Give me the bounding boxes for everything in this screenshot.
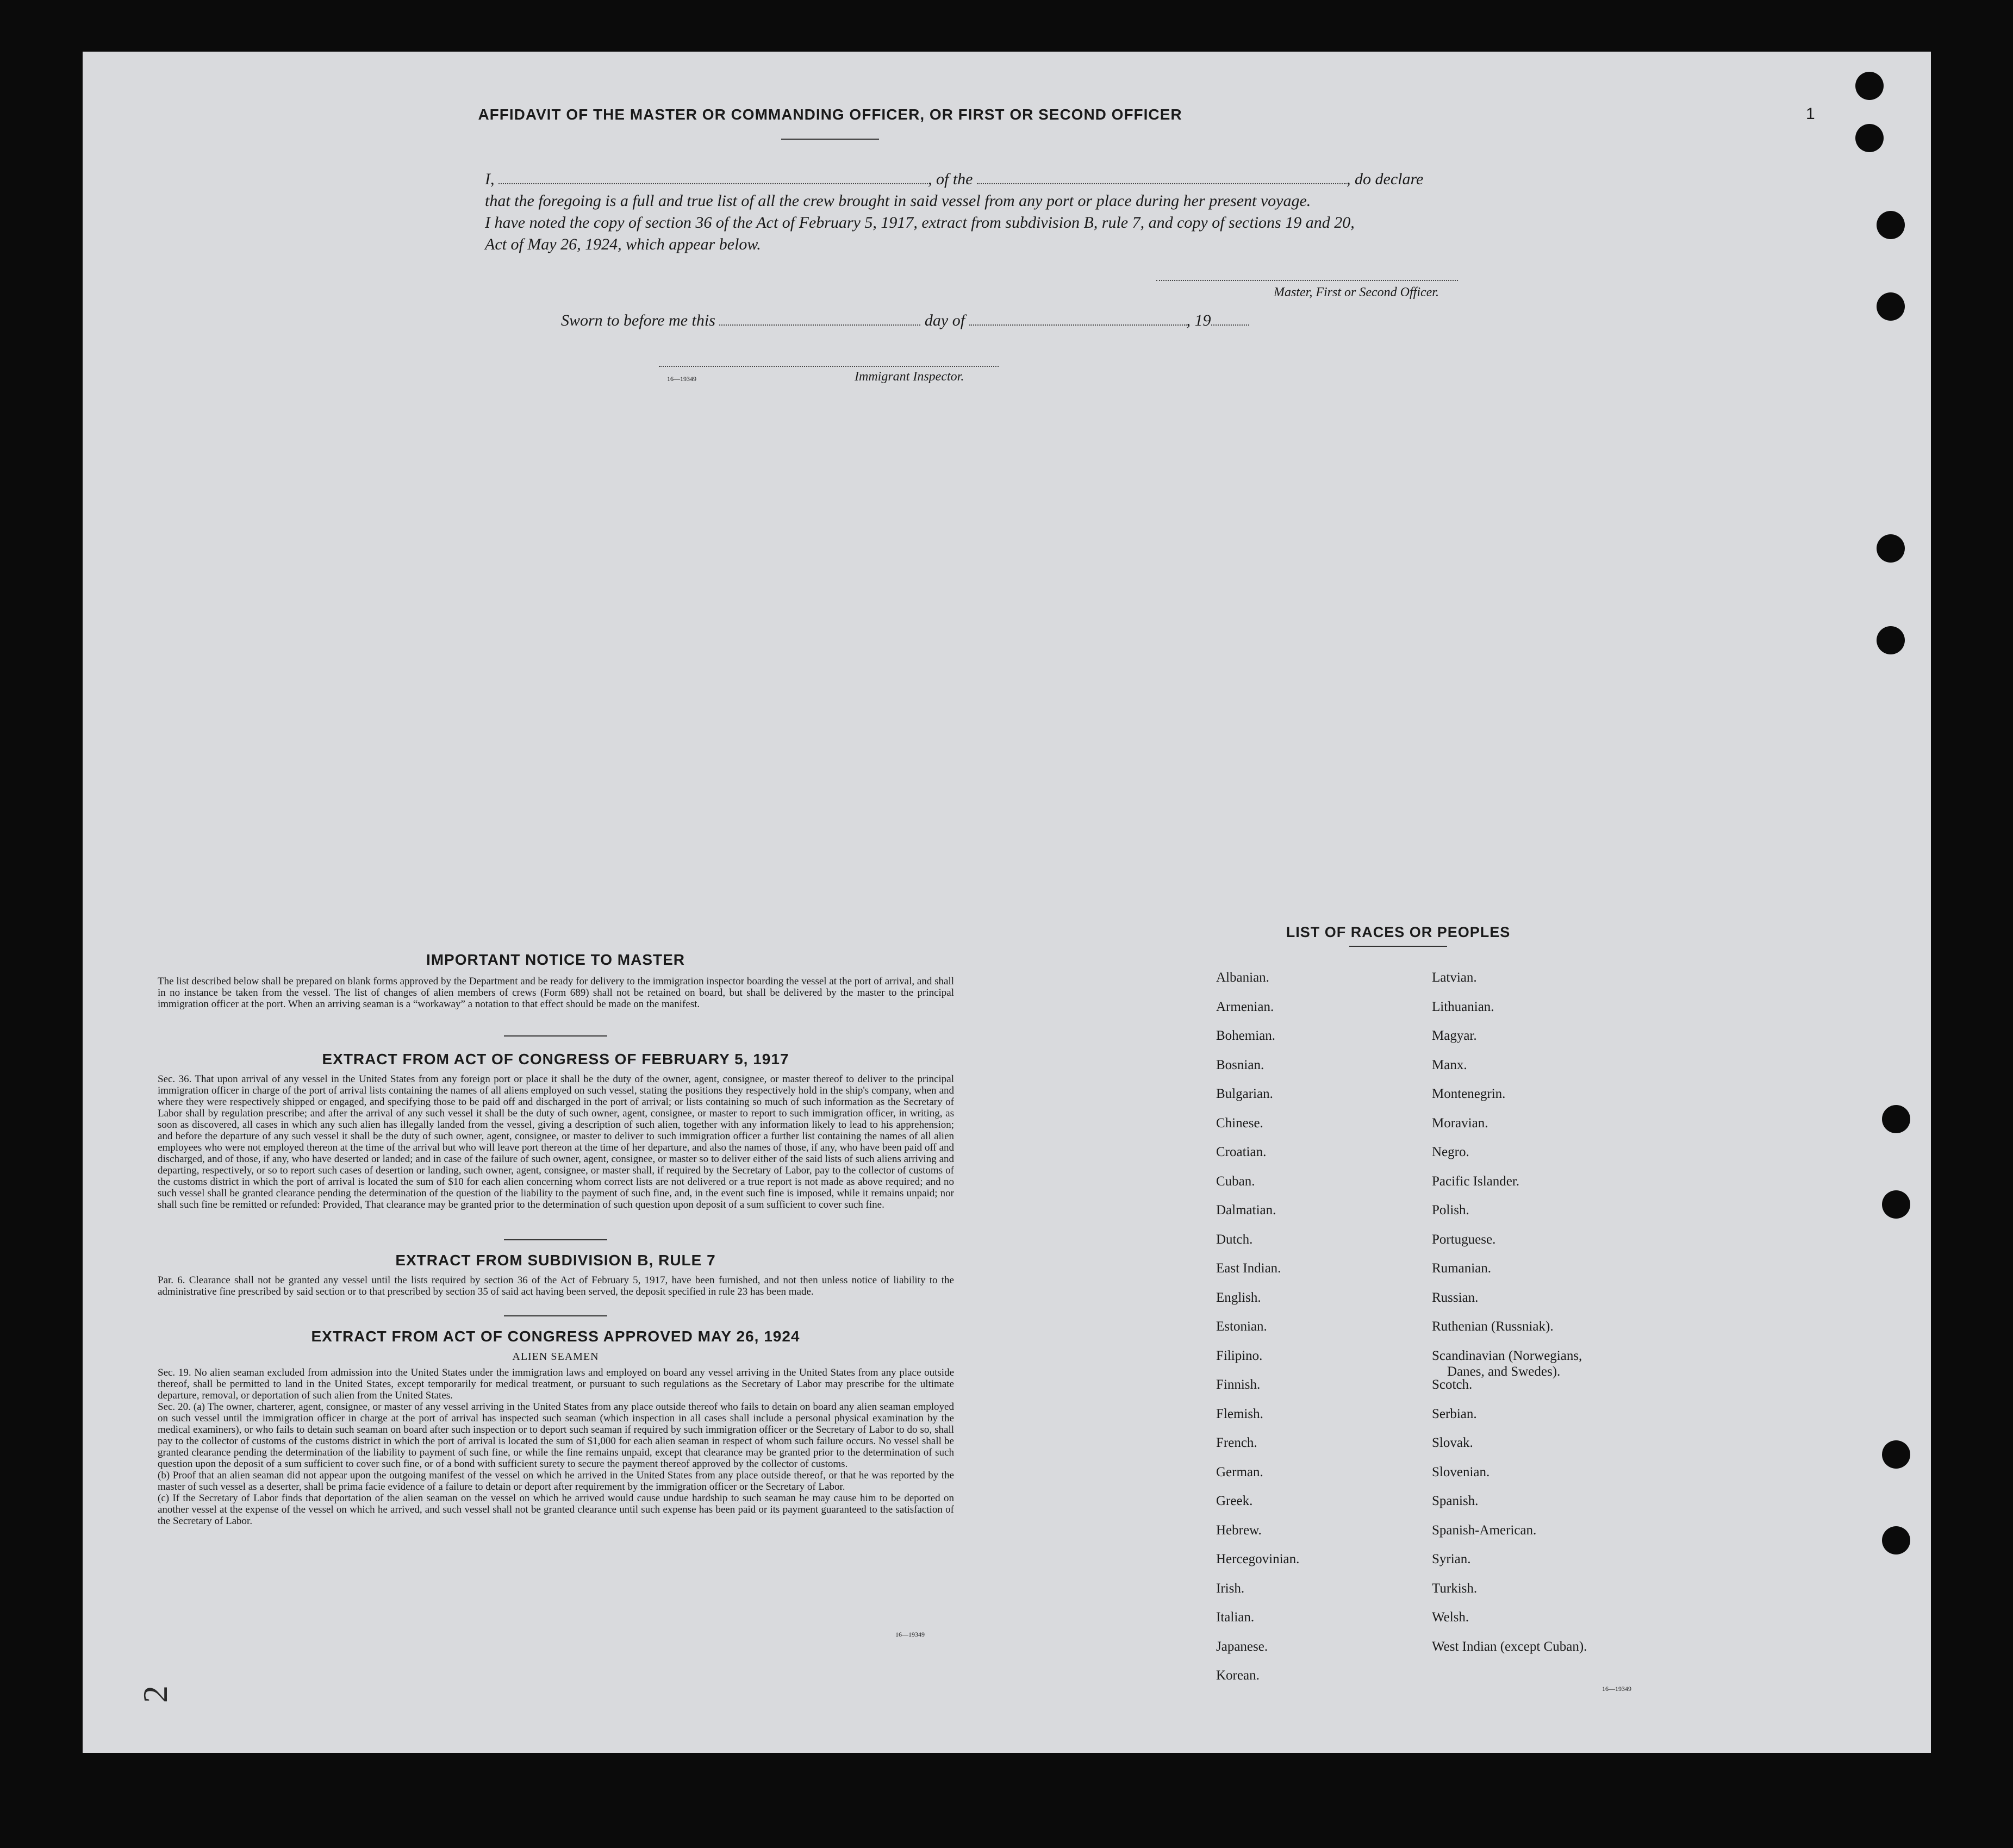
race-item: Flemish.	[1216, 1406, 1263, 1421]
race-item: Polish.	[1432, 1203, 1469, 1218]
race-item: Greek.	[1216, 1494, 1253, 1508]
race-item: Ruthenian (Russniak).	[1432, 1319, 1554, 1334]
race-item: English.	[1216, 1290, 1261, 1305]
punch-hole	[1882, 1526, 1910, 1554]
race-item: Slovenian.	[1432, 1464, 1490, 1479]
sworn-year-blank	[1211, 319, 1249, 326]
race-item: Manx.	[1432, 1057, 1467, 1072]
handwritten-page-mark: 2	[136, 1685, 174, 1703]
race-item: Croatian.	[1216, 1145, 1267, 1159]
race-item: Cuban.	[1216, 1173, 1255, 1189]
race-item: Spanish.	[1432, 1494, 1479, 1508]
race-item: Scotch.	[1432, 1377, 1473, 1392]
title-divider	[781, 139, 879, 140]
race-item: German.	[1216, 1464, 1263, 1479]
race-item: Armenian.	[1216, 999, 1274, 1014]
race-item: Albanian.	[1216, 970, 1269, 985]
race-item: Finnish.	[1216, 1377, 1261, 1392]
section-20c: (c) If the Secretary of Labor finds that deportation of the alien seaman on the vessel on which he arrived would cause undue hardship to such seaman he may cause him to be deported on another vessel at the expense of the vessel on which he arrived, and such vessel shall not be granted clearance until such expense has been paid or its payment guaranteed to the satisfaction of the Secretary of Labor.	[158, 1493, 954, 1527]
race-item: Spanish-American.	[1432, 1522, 1537, 1538]
race-item: Lithuanian.	[1432, 999, 1494, 1014]
race-item: West Indian (except Cuban).	[1432, 1639, 1587, 1654]
race-item: Turkish.	[1432, 1581, 1478, 1596]
sworn-line	[561, 311, 1249, 330]
races-title: LIST OF RACES OR PEOPLES	[1286, 924, 1511, 940]
inspector-label: Immigrant Inspector.	[855, 370, 964, 384]
race-item: Bohemian.	[1216, 1028, 1276, 1043]
race-item: Hercegovinian.	[1216, 1552, 1300, 1566]
races-divider	[1349, 946, 1447, 947]
race-item: Welsh.	[1432, 1610, 1469, 1625]
race-item: Rumanian.	[1432, 1261, 1492, 1276]
inspector-signature-line	[659, 366, 999, 367]
race-item: Irish.	[1216, 1581, 1245, 1596]
race-item: Filipino.	[1216, 1348, 1263, 1363]
punch-hole	[1882, 1190, 1910, 1219]
document-sheet	[83, 52, 1931, 1753]
sworn-year: , 19	[1186, 311, 1211, 329]
section-20b: (b) Proof that an alien seaman did not appear upon the outgoing manifest of the vessel on which he arrived in the United States from any place outside thereof, or that he was reported by the master of such vessel as a deserter, shall be prima facie evidence of a failure to detain or deport after requirement by the immigration officer or the Secretary of Labor.	[158, 1470, 954, 1493]
race-item: Pacific Islander.	[1432, 1173, 1520, 1189]
race-item: Russian.	[1432, 1290, 1479, 1305]
race-item: Dutch.	[1216, 1232, 1253, 1247]
punch-hole	[1882, 1105, 1910, 1133]
sworn-day-of: day of	[924, 311, 965, 329]
race-item: Hebrew.	[1216, 1522, 1262, 1538]
race-item: Danes, and Swedes).	[1447, 1364, 1561, 1379]
section-19: Sec. 19. No alien seaman excluded from admission into the United States under the immigration laws and employed on board any vessel arriving in the United States from any place outside thereof, shall be permitted to land in the United States, except temporarily for medical treatment, or pursuant to such regulations as the Secretary of Labor may prescribe for the ultimate departure, removal, or deportation of such alien from the United States.	[158, 1367, 954, 1401]
name-blank	[498, 178, 928, 184]
race-item: Scandinavian (Norwegians,	[1432, 1348, 1582, 1363]
decl-line4: Act of May 26, 1924, which appear below.	[485, 235, 761, 253]
punch-hole	[1882, 1440, 1910, 1469]
race-item: Portuguese.	[1432, 1232, 1496, 1247]
race-item: Magyar.	[1432, 1028, 1477, 1043]
decl-line2: that the foregoing is a full and true list of all the crew brought in said vessel from any port or place during her present voyage.	[485, 192, 1311, 210]
race-item: French.	[1216, 1435, 1257, 1450]
sworn-month-blank	[969, 319, 1187, 326]
extract-b-title: EXTRACT FROM SUBDIVISION B, RULE 7	[395, 1252, 716, 1269]
race-item: Negro.	[1432, 1145, 1469, 1159]
decl-of-the: , of the	[928, 170, 973, 188]
extract-b-body: Par. 6. Clearance shall not be granted any vessel until the lists required by section 36 of the Act of February 5, 1917, have been furnished, and not then unless notice of liability to the administrative fine prescribed by said section or to that prescribed by section 35 of said act having been served, the deposit specified in rule 23 has been made.	[158, 1275, 954, 1297]
extract-b-divider	[504, 1315, 607, 1316]
extract-1924-body	[158, 1367, 954, 1527]
punch-hole	[1855, 72, 1884, 100]
race-item: Serbian.	[1432, 1406, 1477, 1421]
decl-do-declare: , do declare	[1347, 170, 1424, 188]
race-item: Korean.	[1216, 1668, 1260, 1683]
race-item: Moravian.	[1432, 1115, 1488, 1131]
notice-title: IMPORTANT NOTICE TO MASTER	[426, 951, 685, 968]
master-signature-label: Master, First or Second Officer.	[1274, 285, 1439, 299]
punch-hole	[1877, 211, 1905, 239]
notice-divider	[504, 1035, 607, 1037]
decl-i: I,	[485, 170, 495, 188]
section-20a: Sec. 20. (a) The owner, charterer, agent, consignee, or master of any vessel arriving in the United States from any place outside thereof who fails to detain on board any alien seaman employed on such vessel until the immigration officer in charge at the port of arrival has inspected such seaman (which inspection in all cases shall include a personal physical examination by the medical examiners), or who fails to detain such seaman on board after such inspection or to deport such seaman if required by such immigration officer or the Secretary of Labor to do so, shall pay to the collector of customs of the customs district in which the port of arrival is located the sum of $1,000 for each alien seaman in respect of whom such failure occurs. No vessel shall be granted clearance pending the determination of the liability to payment of such fine, or while the fine remains unpaid, except that clearance may be granted prior to the determination of such question upon the deposit of a sum sufficient to cover such fine, or of a bond with sufficient surety to secure the payment thereof approved by the collector of customs.	[158, 1401, 954, 1470]
race-item: East Indian.	[1216, 1261, 1281, 1276]
race-item: Chinese.	[1216, 1115, 1263, 1131]
race-item: Dalmatian.	[1216, 1203, 1276, 1218]
race-item: Bulgarian.	[1216, 1087, 1273, 1101]
punch-hole	[1877, 292, 1905, 321]
vessel-blank	[977, 178, 1347, 184]
punch-hole	[1877, 534, 1905, 563]
declaration-text	[485, 168, 1480, 255]
extract-1917-divider	[504, 1239, 607, 1240]
race-item: Bosnian.	[1216, 1057, 1264, 1072]
punch-hole	[1877, 626, 1905, 654]
extract-1924-subtitle: ALIEN SEAMEN	[512, 1351, 599, 1363]
race-item: Latvian.	[1432, 970, 1477, 985]
affidavit-form-number: 16—19349	[667, 375, 696, 383]
race-item: Italian.	[1216, 1610, 1255, 1625]
race-item: Syrian.	[1432, 1552, 1471, 1566]
race-item: Estonian.	[1216, 1319, 1267, 1334]
extract-1917-body: Sec. 36. That upon arrival of any vessel in the United States from any foreign port or place it shall be the duty of the owner, agent, consignee, or master thereof to deliver to the principal immigration officer in charge of the port of arrival lists containing the names of all aliens employed on such vessel, stating the positions they respectively hold in the ship's company, when and where they were respectively shipped or engaged, and specifying those to be paid off and discharged in the port of arrival; or lists containing so much of such information as the Secretary of Labor shall by regulation prescribe; and after the arrival of any such vessel it shall be the duty of such owner, agent, consignee, or master to report to such immigration officer, in writing, as soon as discovered, all cases in which any such alien has illegally landed from the vessel, giving a description of such alien, together with any information likely to lead to his apprehension; and before the departure of any such vessel it shall be the duty of such owner, agent, consignee, or master to deliver to such immigration officer a further list containing the names of all alien employees who were not employed thereon at the time of the arrival but who will leave port thereon at the time of her departure, and also the names of those, if any, who have been paid off and discharged, and of those, if any, who have deserted or landed; and in case of the failure of such owner, agent, consignee, or master so to deliver either of the said lists of such aliens arriving and departing, respectively, or so to report such cases of desertion or landing, such owner, agent, consignee, or master shall, if required by the Secretary of Labor, pay to the collector of customs of the customs district in which the port of arrival is located the sum of $10 for each alien concerning whom correct lists are not delivered or a true report is not made as above required; and no such vessel shall be granted clearance pending the determination of the question of the liability to the payment of such fine, and, in the event such fine is imposed, while it remains unpaid; nor shall such fine be remitted or refunded: Provided, That clearance may be granted prior to the determination of such question upon deposit of a sum sufficient to cover such fine.	[158, 1073, 954, 1210]
affidavit-title: AFFIDAVIT OF THE MASTER OR COMMANDING OFFICER, OR FIRST OR SECOND OFFICER	[478, 106, 1182, 123]
race-item: Montenegrin.	[1432, 1087, 1506, 1101]
decl-line3: I have noted the copy of section 36 of the Act of February 5, 1917, extract from subdivision B, rule 7, and copy of sections 19 and 20,	[485, 214, 1355, 232]
extract-1924-title: EXTRACT FROM ACT OF CONGRESS APPROVED MAY 26, 1924	[311, 1328, 800, 1345]
corner-mark: 1	[1806, 105, 1815, 123]
extract-1917-title: EXTRACT FROM ACT OF CONGRESS OF FEBRUARY 5, 1917	[322, 1051, 789, 1067]
race-item: Slovak.	[1432, 1435, 1473, 1450]
extract-form-number: 16—19349	[895, 1631, 925, 1638]
punch-hole	[1855, 124, 1884, 152]
race-item: Japanese.	[1216, 1639, 1268, 1654]
sworn-before: Sworn to before me this	[561, 311, 715, 329]
sworn-day-blank	[719, 319, 920, 326]
master-signature-line	[1156, 280, 1458, 281]
notice-body: The list described below shall be prepared on blank forms approved by the Department and be ready for delivery to the immigration inspector boarding the vessel at the port of arrival, and shall in no instance be taken from the vessel. The list of changes of alien members of crews (Form 689) shall not be retained on board, but shall be delivered by the master to the principal immigration officer at the port. When an arriving seaman is a “workaway” a notation to that effect should be made on the manifest.	[158, 976, 954, 1010]
races-form-number: 16—19349	[1602, 1685, 1631, 1693]
